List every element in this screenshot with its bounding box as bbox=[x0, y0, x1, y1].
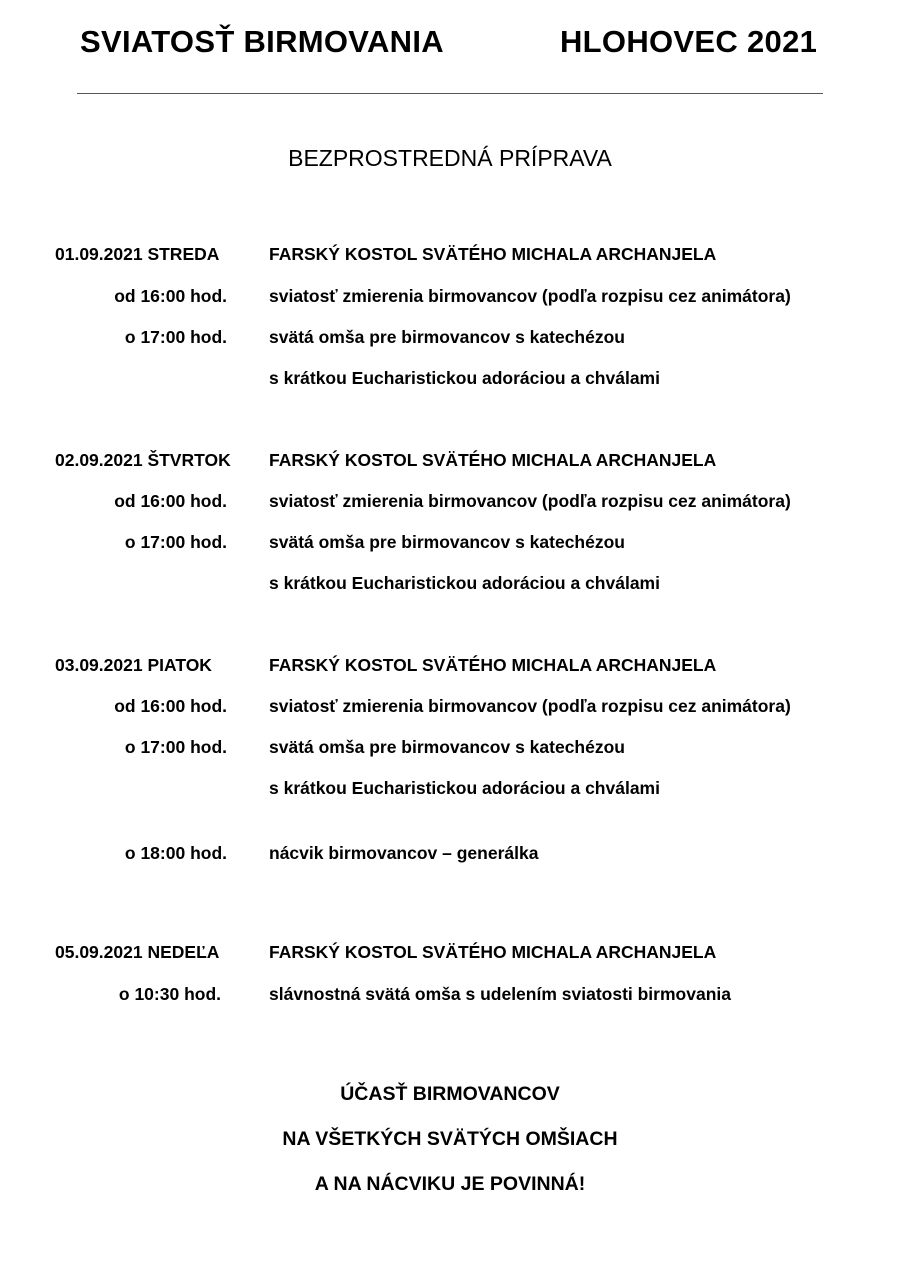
day-date: 02.09.2021 ŠTVRTOK bbox=[55, 450, 231, 470]
notice-line: ÚČASŤ BIRMOVANCOV bbox=[340, 1083, 560, 1105]
item-time: od 16:00 hod. bbox=[114, 286, 227, 306]
day-row bbox=[0, 244, 900, 268]
notice-line: A NA NÁCVIKU JE POVINNÁ! bbox=[314, 1173, 586, 1195]
schedule-item bbox=[0, 327, 900, 351]
section-subtitle: BEZPROSTREDNÁ PRÍPRAVA bbox=[288, 145, 612, 171]
item-text: svätá omša pre birmovancov s katechézou bbox=[269, 327, 625, 347]
day-row bbox=[0, 942, 900, 966]
schedule-item bbox=[0, 573, 900, 597]
item-text: svätá omša pre birmovancov s katechézou bbox=[269, 737, 625, 757]
schedule-item bbox=[0, 778, 900, 802]
item-time: od 16:00 hod. bbox=[114, 696, 227, 716]
item-text: svätá omša pre birmovancov s katechézou bbox=[269, 532, 625, 552]
day-date: 05.09.2021 NEDEĽA bbox=[55, 942, 220, 962]
item-time: o 17:00 hod. bbox=[124, 737, 227, 757]
schedule-item bbox=[0, 984, 900, 1008]
schedule-item bbox=[0, 737, 900, 761]
item-text: s krátkou Eucharistickou adoráciou a chválami bbox=[269, 573, 660, 593]
item-text: nácvik birmovancov – generálka bbox=[269, 843, 539, 863]
day-location: FARSKÝ KOSTOL SVÄTÉHO MICHALA ARCHANJELA bbox=[269, 450, 717, 470]
schedule-item bbox=[0, 696, 900, 720]
day-location: FARSKÝ KOSTOL SVÄTÉHO MICHALA ARCHANJELA bbox=[269, 655, 717, 675]
day-row bbox=[0, 450, 900, 474]
place-year: HLOHOVEC 2021 bbox=[560, 24, 818, 59]
item-time: o 17:00 hod. bbox=[124, 532, 227, 552]
schedule-item bbox=[0, 368, 900, 392]
item-text: slávnostná svätá omša s udelením sviatosti birmovania bbox=[269, 984, 731, 1004]
day-row bbox=[0, 655, 900, 679]
day-location: FARSKÝ KOSTOL SVÄTÉHO MICHALA ARCHANJELA bbox=[269, 244, 717, 264]
item-text: s krátkou Eucharistickou adoráciou a chválami bbox=[269, 778, 660, 798]
day-date: 03.09.2021 PIATOK bbox=[55, 655, 212, 675]
item-text: sviatosť zmierenia birmovancov (podľa rozpisu cez animátora) bbox=[269, 286, 791, 306]
item-time: o 18:00 hod. bbox=[124, 843, 227, 863]
schedule-item bbox=[0, 491, 900, 515]
item-time: o 17:00 hod. bbox=[124, 327, 227, 347]
day-date: 01.09.2021 STREDA bbox=[55, 244, 220, 264]
header-divider bbox=[77, 93, 823, 94]
document-title: SVIATOSŤ BIRMOVANIA bbox=[80, 24, 444, 59]
schedule-item bbox=[0, 843, 900, 867]
item-time: o 10:30 hod. bbox=[118, 984, 221, 1004]
item-text: sviatosť zmierenia birmovancov (podľa rozpisu cez animátora) bbox=[269, 491, 791, 511]
notice-line: NA VŠETKÝCH SVÄTÝCH OMŠIACH bbox=[282, 1128, 618, 1150]
schedule-item bbox=[0, 286, 900, 310]
item-text: s krátkou Eucharistickou adoráciou a chválami bbox=[269, 368, 660, 388]
item-text: sviatosť zmierenia birmovancov (podľa rozpisu cez animátora) bbox=[269, 696, 791, 716]
schedule-item bbox=[0, 532, 900, 556]
day-location: FARSKÝ KOSTOL SVÄTÉHO MICHALA ARCHANJELA bbox=[269, 942, 717, 962]
item-time: od 16:00 hod. bbox=[114, 491, 227, 511]
